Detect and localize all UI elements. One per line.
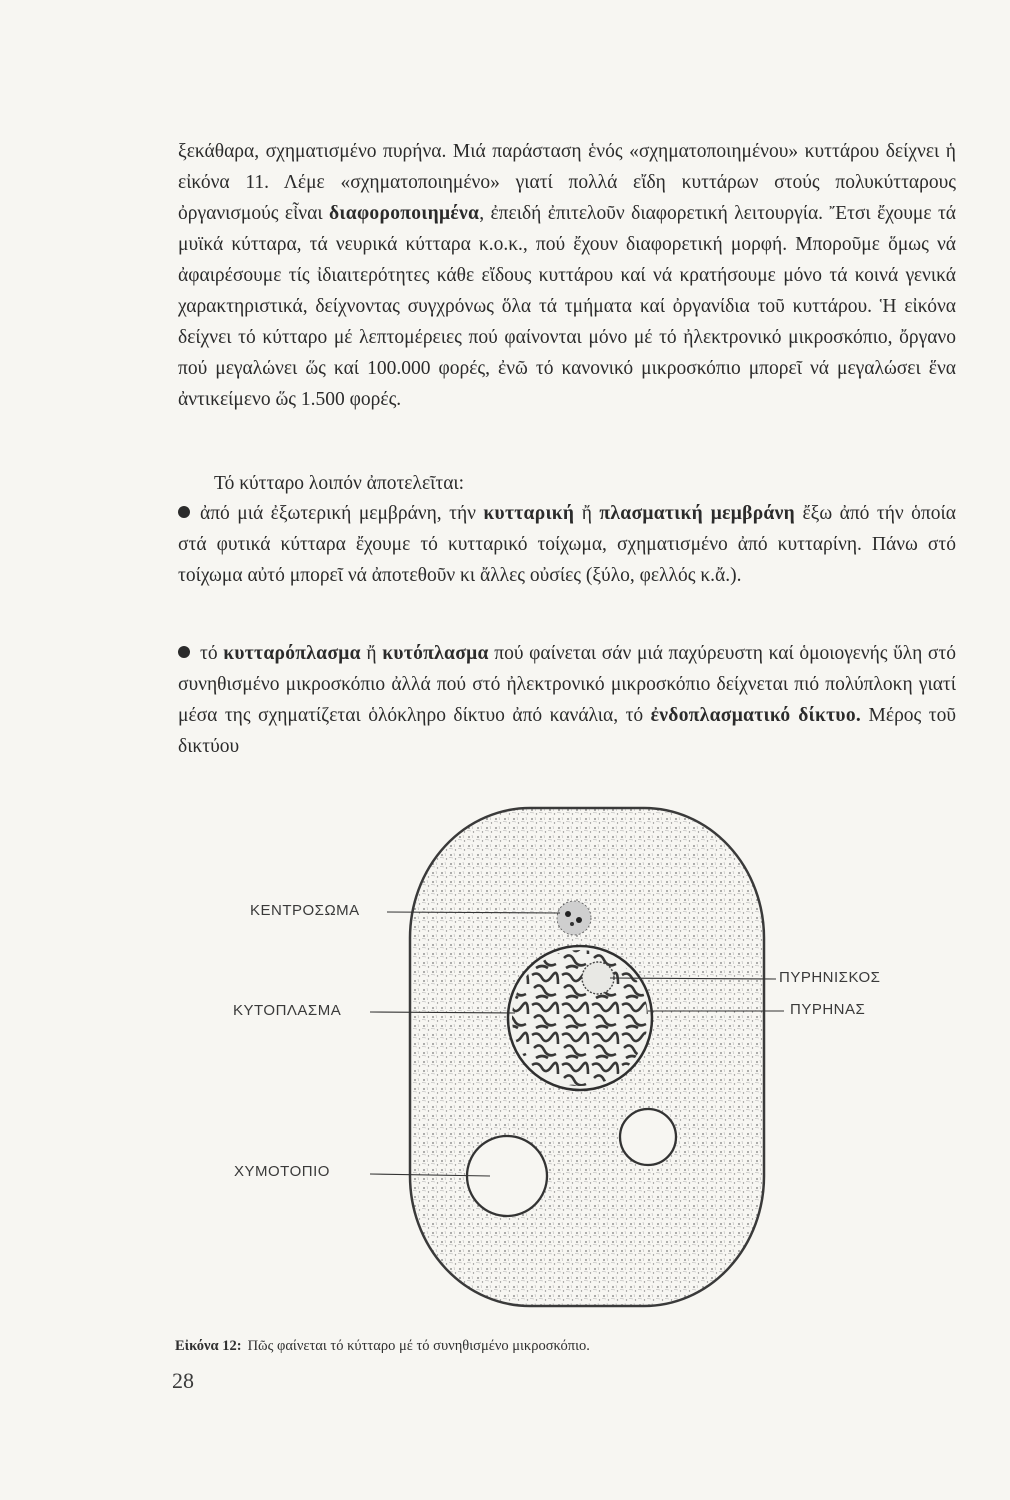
figure-caption — [175, 1338, 955, 1355]
label-nucleolus: ΠΥΡΗΝΙΣΚΟΣ — [779, 969, 881, 986]
paragraph-intro — [178, 136, 956, 415]
text-span: Μέρος τοῦ δικτύου — [178, 705, 956, 757]
label-cytoplasm: ΚΥΤΟΠΛΑΣΜΑ — [233, 1002, 342, 1019]
bold-term: διαφοροποιημένα — [329, 203, 480, 224]
text-span: ἀπό μιά ἐξωτερική μεμβράνη, τήν — [200, 503, 484, 524]
label-vacuole: ΧΥΜΟΤΟΠΙΟ — [234, 1163, 330, 1180]
caption-label: Εἰκόνα 12: — [175, 1338, 242, 1354]
text-span: ἔξω ἀπό τήν ὁποία στά φυτικά κύτταρα ἔχουμε τό κυτταρικό τοίχωμα, σχηματισμένο ἀπό κυτταρίνη. Πάνω στό τοίχωμα αὐτό μπορεῖ νά ἀποτεθοῦν κι ἄλλες οὐσίες (ξύλο, φελλός κ.ἄ.). — [178, 503, 956, 586]
bullet-dot-icon — [178, 646, 190, 658]
page-number: 28 — [172, 1368, 194, 1393]
bullet-membrane — [178, 498, 956, 591]
nucleolus — [582, 962, 614, 994]
paragraph-lead: Τό κύτταρο λοιπόν ἀποτελεῖται: — [214, 473, 465, 494]
bold-term: κυτόπλασμα — [382, 643, 489, 664]
centrosome — [557, 901, 591, 935]
cell-diagram — [170, 790, 930, 1310]
bullet-dot-icon — [178, 506, 190, 518]
text-span: ξεκάθαρα, σχηματισμένο πυρήνα. Μιά παράσταση ἑνός «σχηματοποιημένου» κυττάρου δείχνει ἡ εἰκόνα 11. Λέμε «σχηματοποιημένο» γιατί πολλά εἴδη κυττάρων στούς πολυκύτταρους ὀργανισμούς εἶναι — [178, 141, 956, 224]
text-span: ἤ — [360, 643, 383, 664]
bold-term: κυτταρική — [483, 503, 575, 524]
bold-term: κυτταρόπλασμα — [223, 643, 361, 664]
text-span: , ἐπειδή ἐπιτελοῦν διαφορετική λειτουργία. Ἔτσι ἔχουμε τά μυϊκά κύτταρα, τά νευρικά κύτταρα κ.ο.κ., πού ἔχουν διαφορετική μορφή. Μποροῦμε ὅμως νά ἀφαιρέσουμε τίς ἰδιαιτερότητες κάθε εἴδους κυττάρου καί νά κρατήσουμε μόνο τά κοινά γενικά χαρακτηριστικά, δείχνοντας συγχρόνως ὅλα τά τμήματα καί ὀργανίδια τοῦ κυττάρου. Ἡ εἰκόνα δείχνει τό κύτταρο μέ λεπτομέρειες πού φαίνονται μόνο μέ τό ἠλεκτρονικό μικροσκόπιο, ὄργανο πού μεγαλώνει ὥς καί 100.000 φορές, ἐνῶ τό κανονικό μικροσκόπιο μπορεῖ νά μεγαλώσει ἕνα ἀντικείμενο ὥς 1.500 φορές. — [178, 203, 956, 410]
bold-term: ἐνδοπλασματικό δίκτυο. — [650, 705, 862, 726]
bullet-cytoplasm — [178, 638, 956, 762]
bold-term: πλασματική μεμβράνη — [599, 503, 795, 524]
nucleus — [508, 946, 652, 1090]
vacuole-small — [620, 1109, 676, 1165]
text-span: τό — [200, 643, 224, 664]
text-span: πού φαίνεται σάν μιά παχύρευστη καί ὁμοιογενής ὕλη στό συνηθισμένο μικροσκόπιο ἀλλά πού στό ἠλεκτρονικό μικροσκόπιο δείχνεται πιό πολύπλοκη γιατί μέσα της σχηματίζεται ὁλόκληρο δίκτυο ἀπό κανάλια, τό — [178, 643, 956, 726]
caption-text: Πῶς φαίνεται τό κύτταρο μέ τό συνηθισμένο μικροσκόπιο. — [247, 1338, 590, 1354]
label-nucleus: ΠΥΡΗΝΑΣ — [790, 1001, 866, 1018]
label-centrosome: ΚΕΝΤΡΟΣΩΜΑ — [250, 902, 360, 919]
text-span: ἤ — [574, 503, 600, 524]
cell-illustration — [170, 790, 930, 1310]
